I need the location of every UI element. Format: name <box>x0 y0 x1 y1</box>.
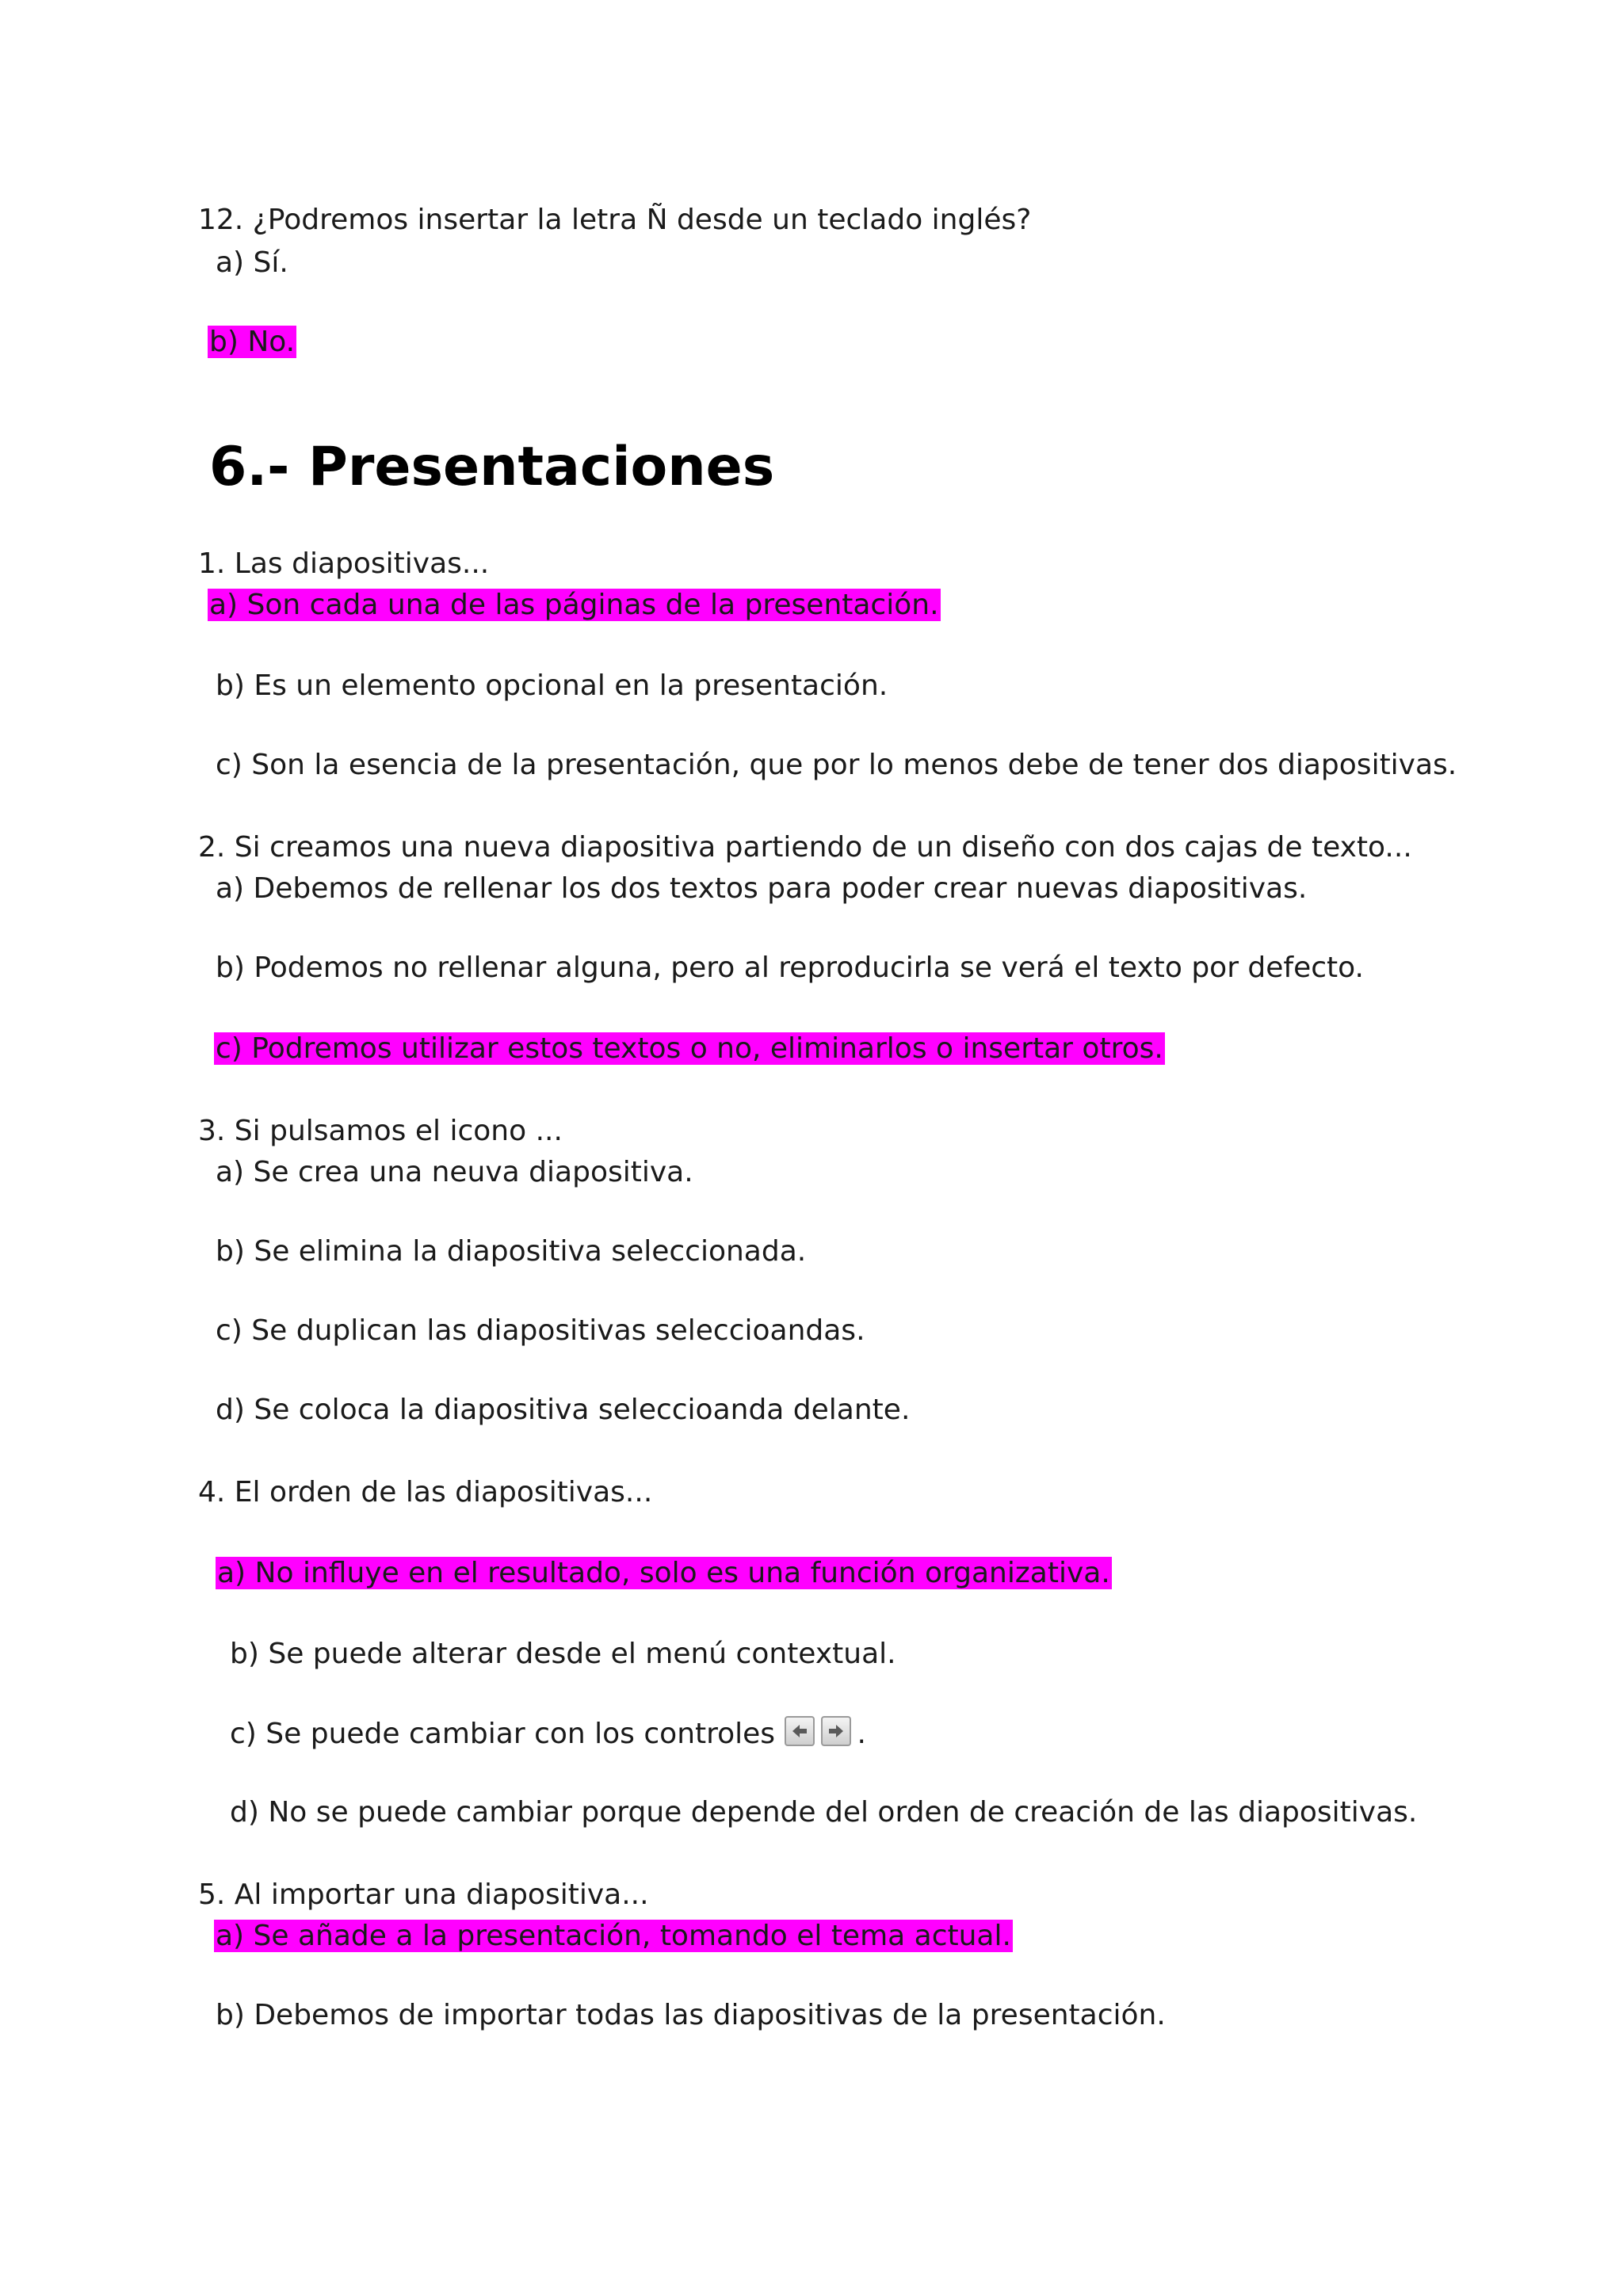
q1-option-b: b) Es un elemento opcional en la presentación. <box>216 669 888 702</box>
arrow-right-icon[interactable] <box>821 1716 851 1746</box>
q12-option-a: a) Sí. <box>216 246 288 279</box>
question-3: 3. Si pulsamos el icono ... <box>198 1115 563 1147</box>
q12-option-b <box>208 325 296 360</box>
arrow-left-icon[interactable] <box>785 1716 815 1746</box>
q4-option-c-end: . <box>857 1718 866 1750</box>
q2-option-b: b) Podemos no rellenar alguna, pero al reproducirla se verá el texto por defecto. <box>216 952 1364 984</box>
answer-highlight: a) Son cada una de las páginas de la presentación. <box>209 589 939 621</box>
answer-highlight: c) Podremos utilizar estos textos o no, eliminarlos o insertar otros. <box>216 1032 1163 1065</box>
q5-option-b: b) Debemos de importar todas las diapositivas de la presentación. <box>216 1999 1166 2031</box>
question-2: 2. Si creamos una nueva diapositiva partiendo de un diseño con dos cajas de texto... <box>198 831 1412 864</box>
q4-option-b: b) Se puede alterar desde el menú contextual. <box>230 1638 896 1670</box>
q2-option-c <box>214 1032 1165 1066</box>
q3-option-b: b) Se elimina la diapositiva seleccionada. <box>216 1235 807 1268</box>
q4-option-c <box>230 1716 866 1752</box>
section-heading: 6.- Presentaciones <box>209 436 775 498</box>
q4-option-c-text: c) Se puede cambiar con los controles <box>230 1718 776 1750</box>
answer-highlight: a) Se añade a la presentación, tomando el tema actual. <box>216 1920 1011 1952</box>
q1-option-c: c) Son la esencia de la presentación, que por lo menos debe de tener dos diapositivas. <box>216 749 1457 781</box>
answer-highlight: b) No. <box>209 326 296 358</box>
q1-option-a <box>208 588 941 623</box>
answer-highlight: a) No influye en el resultado, solo es una función organizativa. <box>217 1557 1110 1589</box>
q3-option-c: c) Se duplican las diapositivas seleccioandas. <box>216 1314 865 1347</box>
question-4: 4. El orden de las diapositivas... <box>198 1476 653 1508</box>
q4-option-a <box>216 1556 1112 1591</box>
q3-option-a: a) Se crea una neuva diapositiva. <box>216 1156 693 1188</box>
q2-option-a: a) Debemos de rellenar los dos textos para poder crear nuevas diapositivas. <box>216 872 1308 905</box>
q3-option-d: d) Se coloca la diapositiva seleccioanda delante. <box>216 1394 911 1426</box>
question-5: 5. Al importar una diapositiva... <box>198 1878 649 1911</box>
q5-option-a <box>214 1919 1013 1954</box>
question-1: 1. Las diapositivas... <box>198 547 490 580</box>
question-12: 12. ¿Podremos insertar la letra Ñ desde un teclado inglés? <box>198 204 1032 236</box>
q4-option-d: d) No se puede cambiar porque depende del orden de creación de las diapositivas. <box>230 1796 1418 1829</box>
